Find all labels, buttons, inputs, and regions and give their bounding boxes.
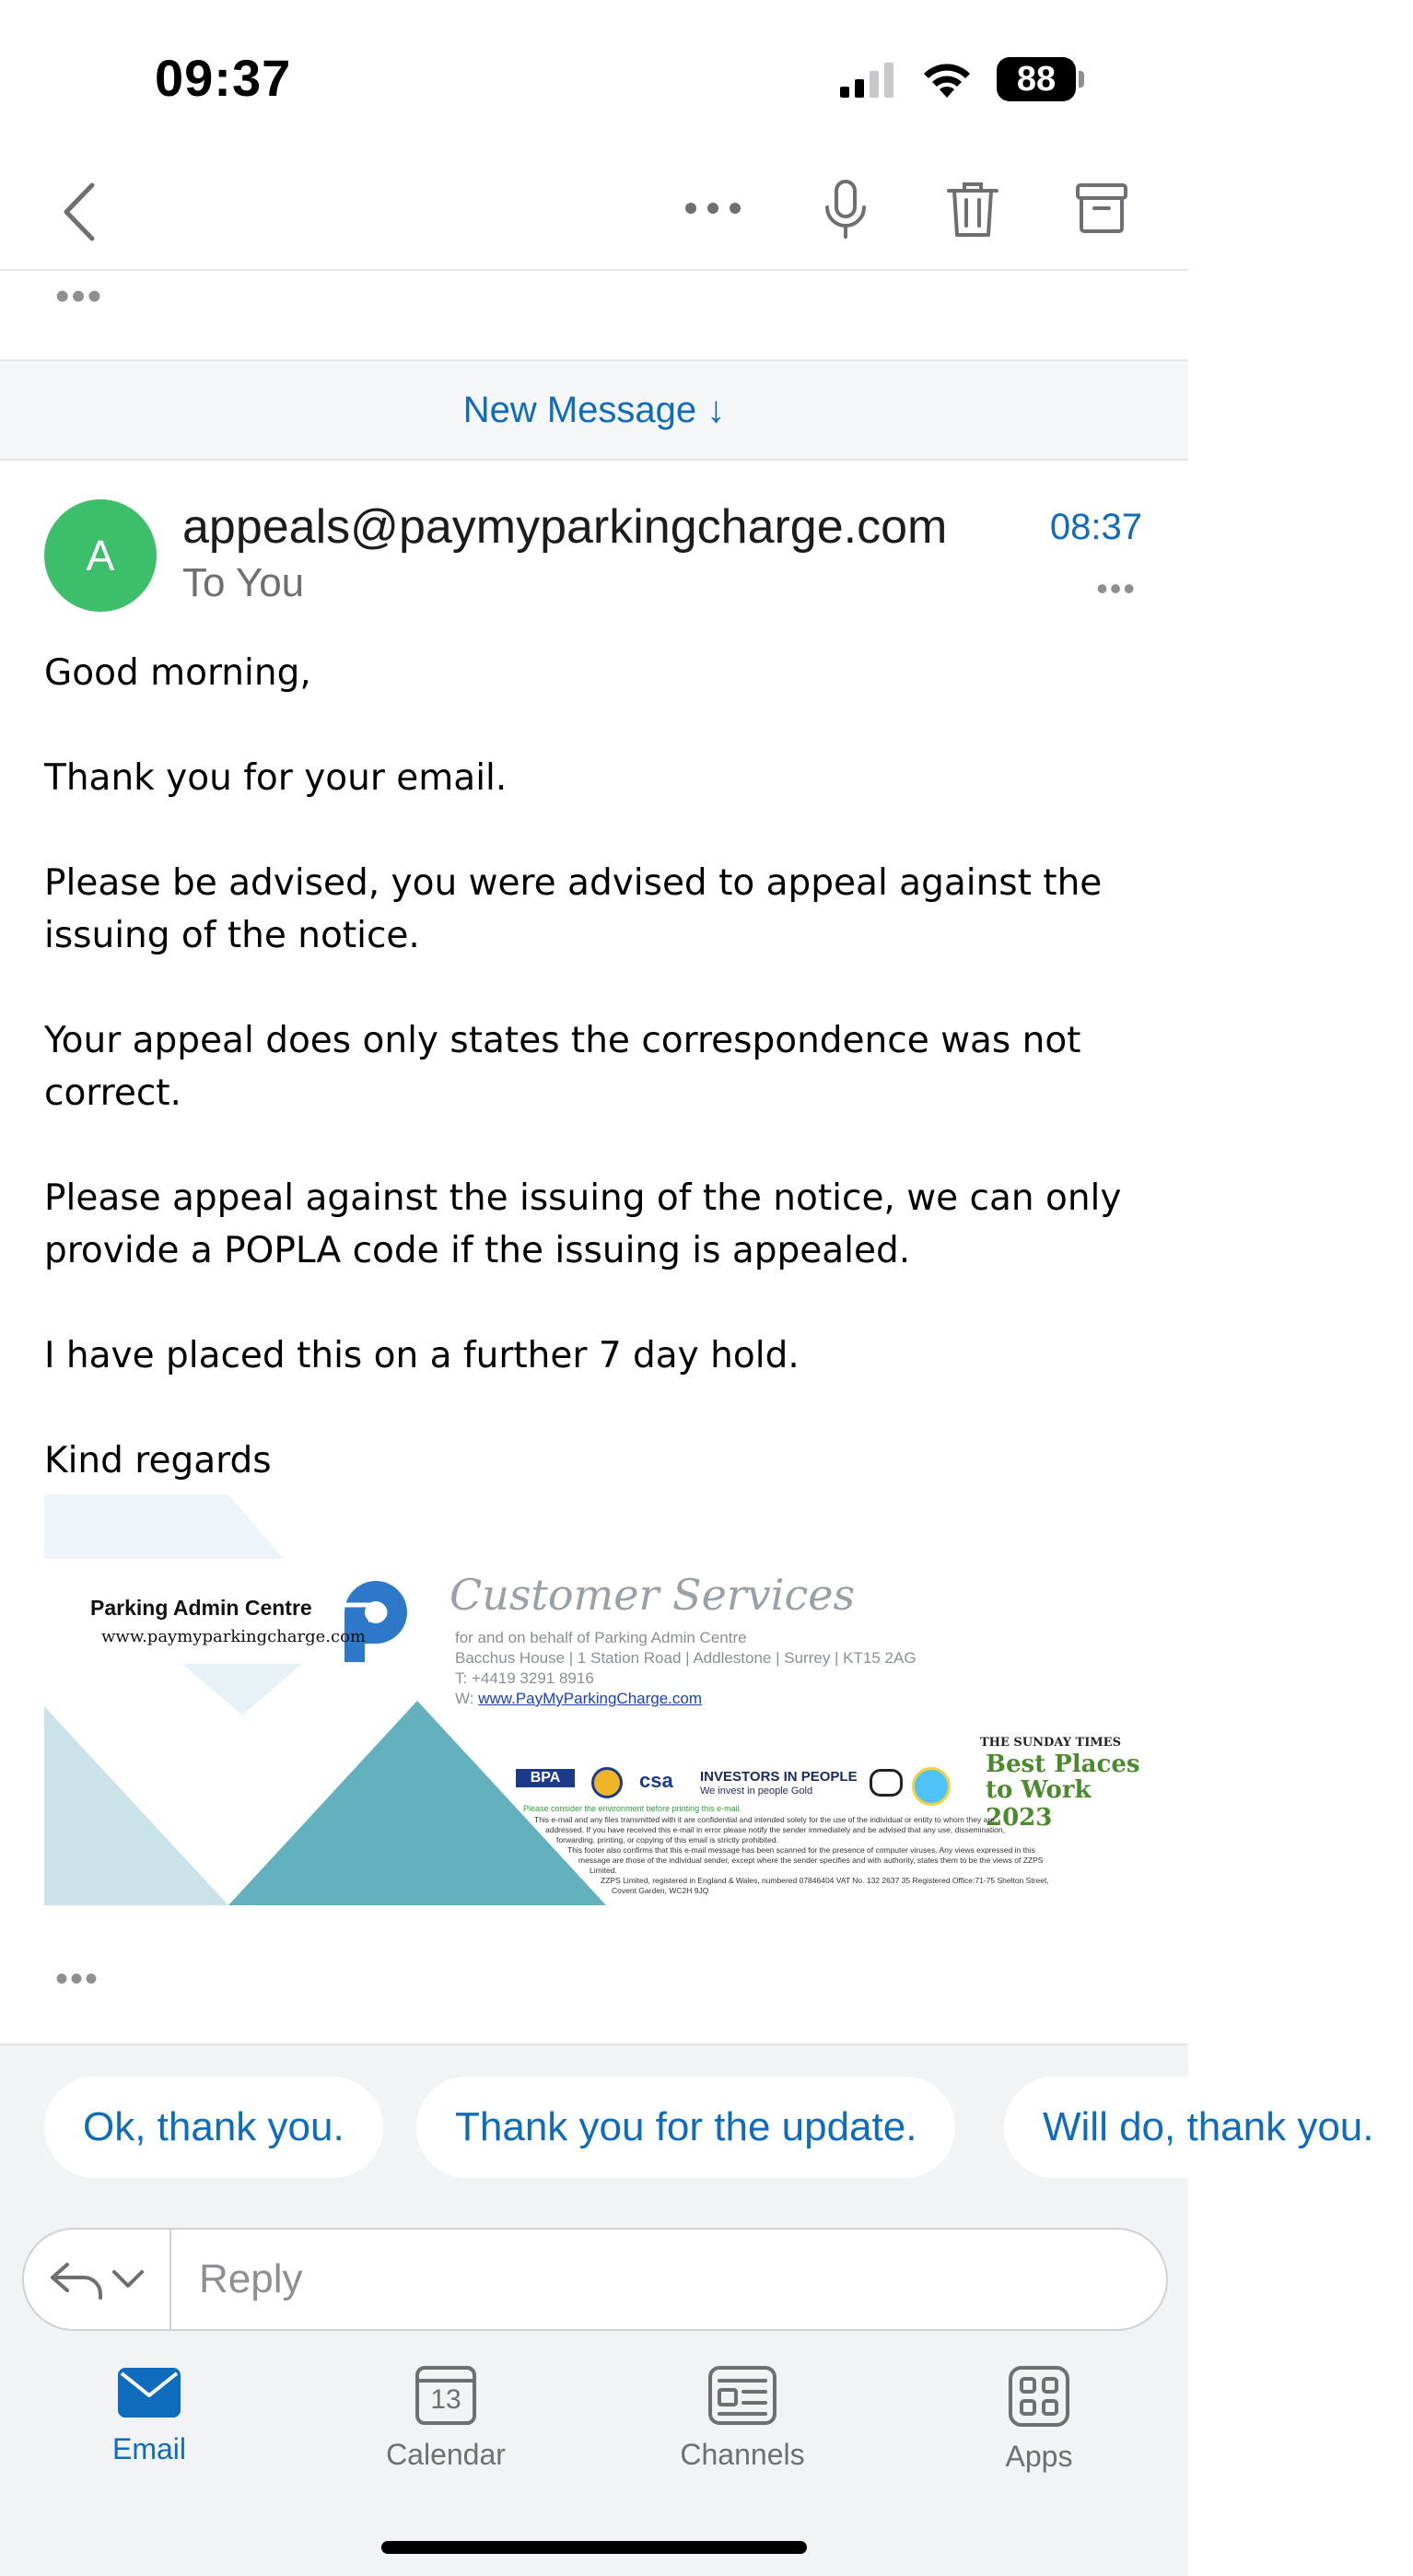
sig-department: Customer Services bbox=[450, 1570, 856, 1620]
reply-input[interactable] bbox=[171, 2255, 1166, 2303]
status-time: 09:37 bbox=[155, 49, 292, 107]
status-indicators bbox=[838, 53, 1084, 105]
disclaimer-line: message are those of the individual sender, except where the sender specifies and with authority, states them to be the views of ZZPS bbox=[578, 1856, 1044, 1865]
disclaimer-line: Covent Garden, WC2H 9JQ bbox=[612, 1886, 709, 1895]
iip-logo: INVESTORS IN PEOPLE bbox=[700, 1769, 858, 1785]
bpa-logo: BPA bbox=[516, 1769, 575, 1787]
quick-reply-chip[interactable]: Thank you for the update. bbox=[416, 2077, 955, 2178]
archive-button[interactable] bbox=[1072, 179, 1131, 238]
disclaimer bbox=[534, 1815, 1133, 1896]
suggested-replies bbox=[0, 2043, 1374, 2213]
tab-calendar[interactable] bbox=[354, 2366, 538, 2472]
body-paragraph: Good morning, bbox=[44, 652, 311, 694]
body-paragraph: Thank you for your email. bbox=[44, 757, 508, 799]
tab-label: Channels bbox=[680, 2438, 805, 2471]
sunday-times-label: THE SUNDAY TIMES bbox=[980, 1736, 1121, 1750]
env-note: Please consider the environment before printing this e-mail. bbox=[523, 1804, 742, 1813]
wifi-icon bbox=[919, 59, 975, 100]
sig-web-link[interactable]: www.PayMyParkingCharge.com bbox=[478, 1690, 703, 1707]
tab-channels[interactable] bbox=[650, 2366, 835, 2472]
sig-line2: Bacchus House | 1 Station Road | Addlestone | Surrey | KT15 2AG bbox=[455, 1649, 917, 1667]
email-signature-banner bbox=[44, 1494, 1140, 1905]
body-paragraph: Your appeal does only states the correspondence was not correct. bbox=[44, 1020, 1081, 1114]
body-paragraph: Please appeal against the issuing of the notice, we can only provide a POPLA code if the issuing is appealed. bbox=[44, 1177, 1122, 1271]
sig-web-row bbox=[455, 1690, 702, 1708]
quick-reply-chip[interactable]: Will do, thank you. bbox=[1004, 2077, 1413, 2178]
best-places-line2: to Work 2023 bbox=[986, 1776, 1092, 1832]
quick-reply-chip[interactable]: Ok, thank you. bbox=[44, 2077, 383, 2178]
mail-icon bbox=[116, 2366, 182, 2419]
disclaimer-line: addressed. If you have received this e-mail in error please notify the sender immediately and be advised that any use, dissemination, bbox=[545, 1825, 1005, 1834]
parking-admin-logo-icon bbox=[341, 1577, 405, 1664]
disclaimer-line: forwarding, printing, or copying of this email is strictly prohibited. bbox=[556, 1835, 778, 1844]
disclaimer-line: Limited. bbox=[590, 1866, 617, 1875]
body-paragraph: Please be advised, you were advised to appeal against the issuing of the notice. bbox=[44, 862, 1103, 956]
calendar-date: 13 bbox=[430, 2384, 461, 2415]
sig-line1: for and on behalf of Parking Admin Centre bbox=[455, 1629, 747, 1646]
reply-bar bbox=[22, 2228, 1168, 2331]
circle-logo-icon bbox=[912, 1767, 951, 1806]
reply-arrow-icon bbox=[49, 2259, 104, 2300]
disclaimer-line: ZZPS Limited, registered in England & Wales, numbered 07846404 VAT No. 132 2637 35 Registered Office:71-75 Shelton Street, bbox=[601, 1876, 1049, 1885]
body-paragraph: I have placed this on a further 7 day hold. bbox=[44, 1335, 800, 1376]
best-places-line1: Best Places bbox=[986, 1751, 1140, 1778]
channels-icon bbox=[708, 2366, 777, 2425]
microphone-icon bbox=[823, 180, 868, 239]
toolbar-divider bbox=[0, 269, 1188, 271]
sig-phone: T: +4419 3291 8916 bbox=[455, 1669, 594, 1687]
apps-grid-icon bbox=[1009, 2366, 1069, 2427]
calendar-icon bbox=[415, 2366, 476, 2425]
new-message-banner[interactable] bbox=[0, 359, 1188, 461]
dictation-button[interactable] bbox=[818, 177, 873, 241]
iip-sub: We invest in people Gold bbox=[700, 1786, 813, 1797]
more-horizontal-icon bbox=[683, 201, 742, 216]
battery-level: 88 bbox=[997, 57, 1076, 101]
sig-website: www.paymyparkingcharge.com bbox=[101, 1627, 366, 1646]
disclaimer-line: This footer also confirms that this e-mail message has been scanned for the presence of computer viruses. Any views expressed in this bbox=[567, 1845, 1035, 1855]
new-message-label: New Message ↓ bbox=[462, 389, 726, 430]
home-indicator[interactable] bbox=[381, 2541, 807, 2554]
chevron-down-icon bbox=[111, 2269, 145, 2289]
back-button[interactable] bbox=[52, 175, 107, 249]
disclaimer-line: This e-mail and any files transmitted with it are confidential and intended solely for the use of the individual or entity to whom they are bbox=[534, 1815, 995, 1824]
sig-company: Parking Admin Centre bbox=[90, 1596, 312, 1620]
recipient-label[interactable]: To You bbox=[182, 560, 305, 605]
cc-logo-icon bbox=[870, 1769, 903, 1797]
message-time: 08:37 bbox=[1049, 507, 1142, 547]
battery-icon bbox=[997, 57, 1084, 101]
collapsed-messages-icon[interactable]: ••• bbox=[55, 274, 104, 319]
archive-icon bbox=[1075, 182, 1128, 234]
csa-logo: csa bbox=[639, 1769, 673, 1792]
tab-apps[interactable] bbox=[947, 2366, 1131, 2474]
show-quoted-text-icon[interactable]: ••• bbox=[55, 1959, 100, 1999]
cellular-signal-icon bbox=[838, 61, 897, 98]
sender-avatar[interactable] bbox=[44, 499, 157, 612]
delete-button[interactable] bbox=[943, 177, 1002, 241]
sig-web-label: W: bbox=[455, 1690, 474, 1707]
tab-label: Email bbox=[111, 2432, 186, 2465]
message-body bbox=[44, 647, 1150, 1540]
tab-label: Apps bbox=[1005, 2440, 1073, 2473]
trash-icon bbox=[946, 180, 999, 239]
sender-address[interactable]: appeals@paymyparkingcharge.com bbox=[182, 500, 948, 554]
reply-options-button[interactable] bbox=[24, 2230, 171, 2329]
closing: Kind regards bbox=[44, 1440, 272, 1481]
avatar-letter: A bbox=[86, 532, 115, 580]
tab-email[interactable] bbox=[57, 2366, 241, 2466]
message-more-icon[interactable]: ••• bbox=[1096, 569, 1137, 607]
badge-logo-icon bbox=[591, 1767, 623, 1798]
more-options-button[interactable] bbox=[676, 181, 750, 236]
tab-label: Calendar bbox=[386, 2438, 506, 2471]
chevron-left-icon bbox=[61, 181, 98, 242]
